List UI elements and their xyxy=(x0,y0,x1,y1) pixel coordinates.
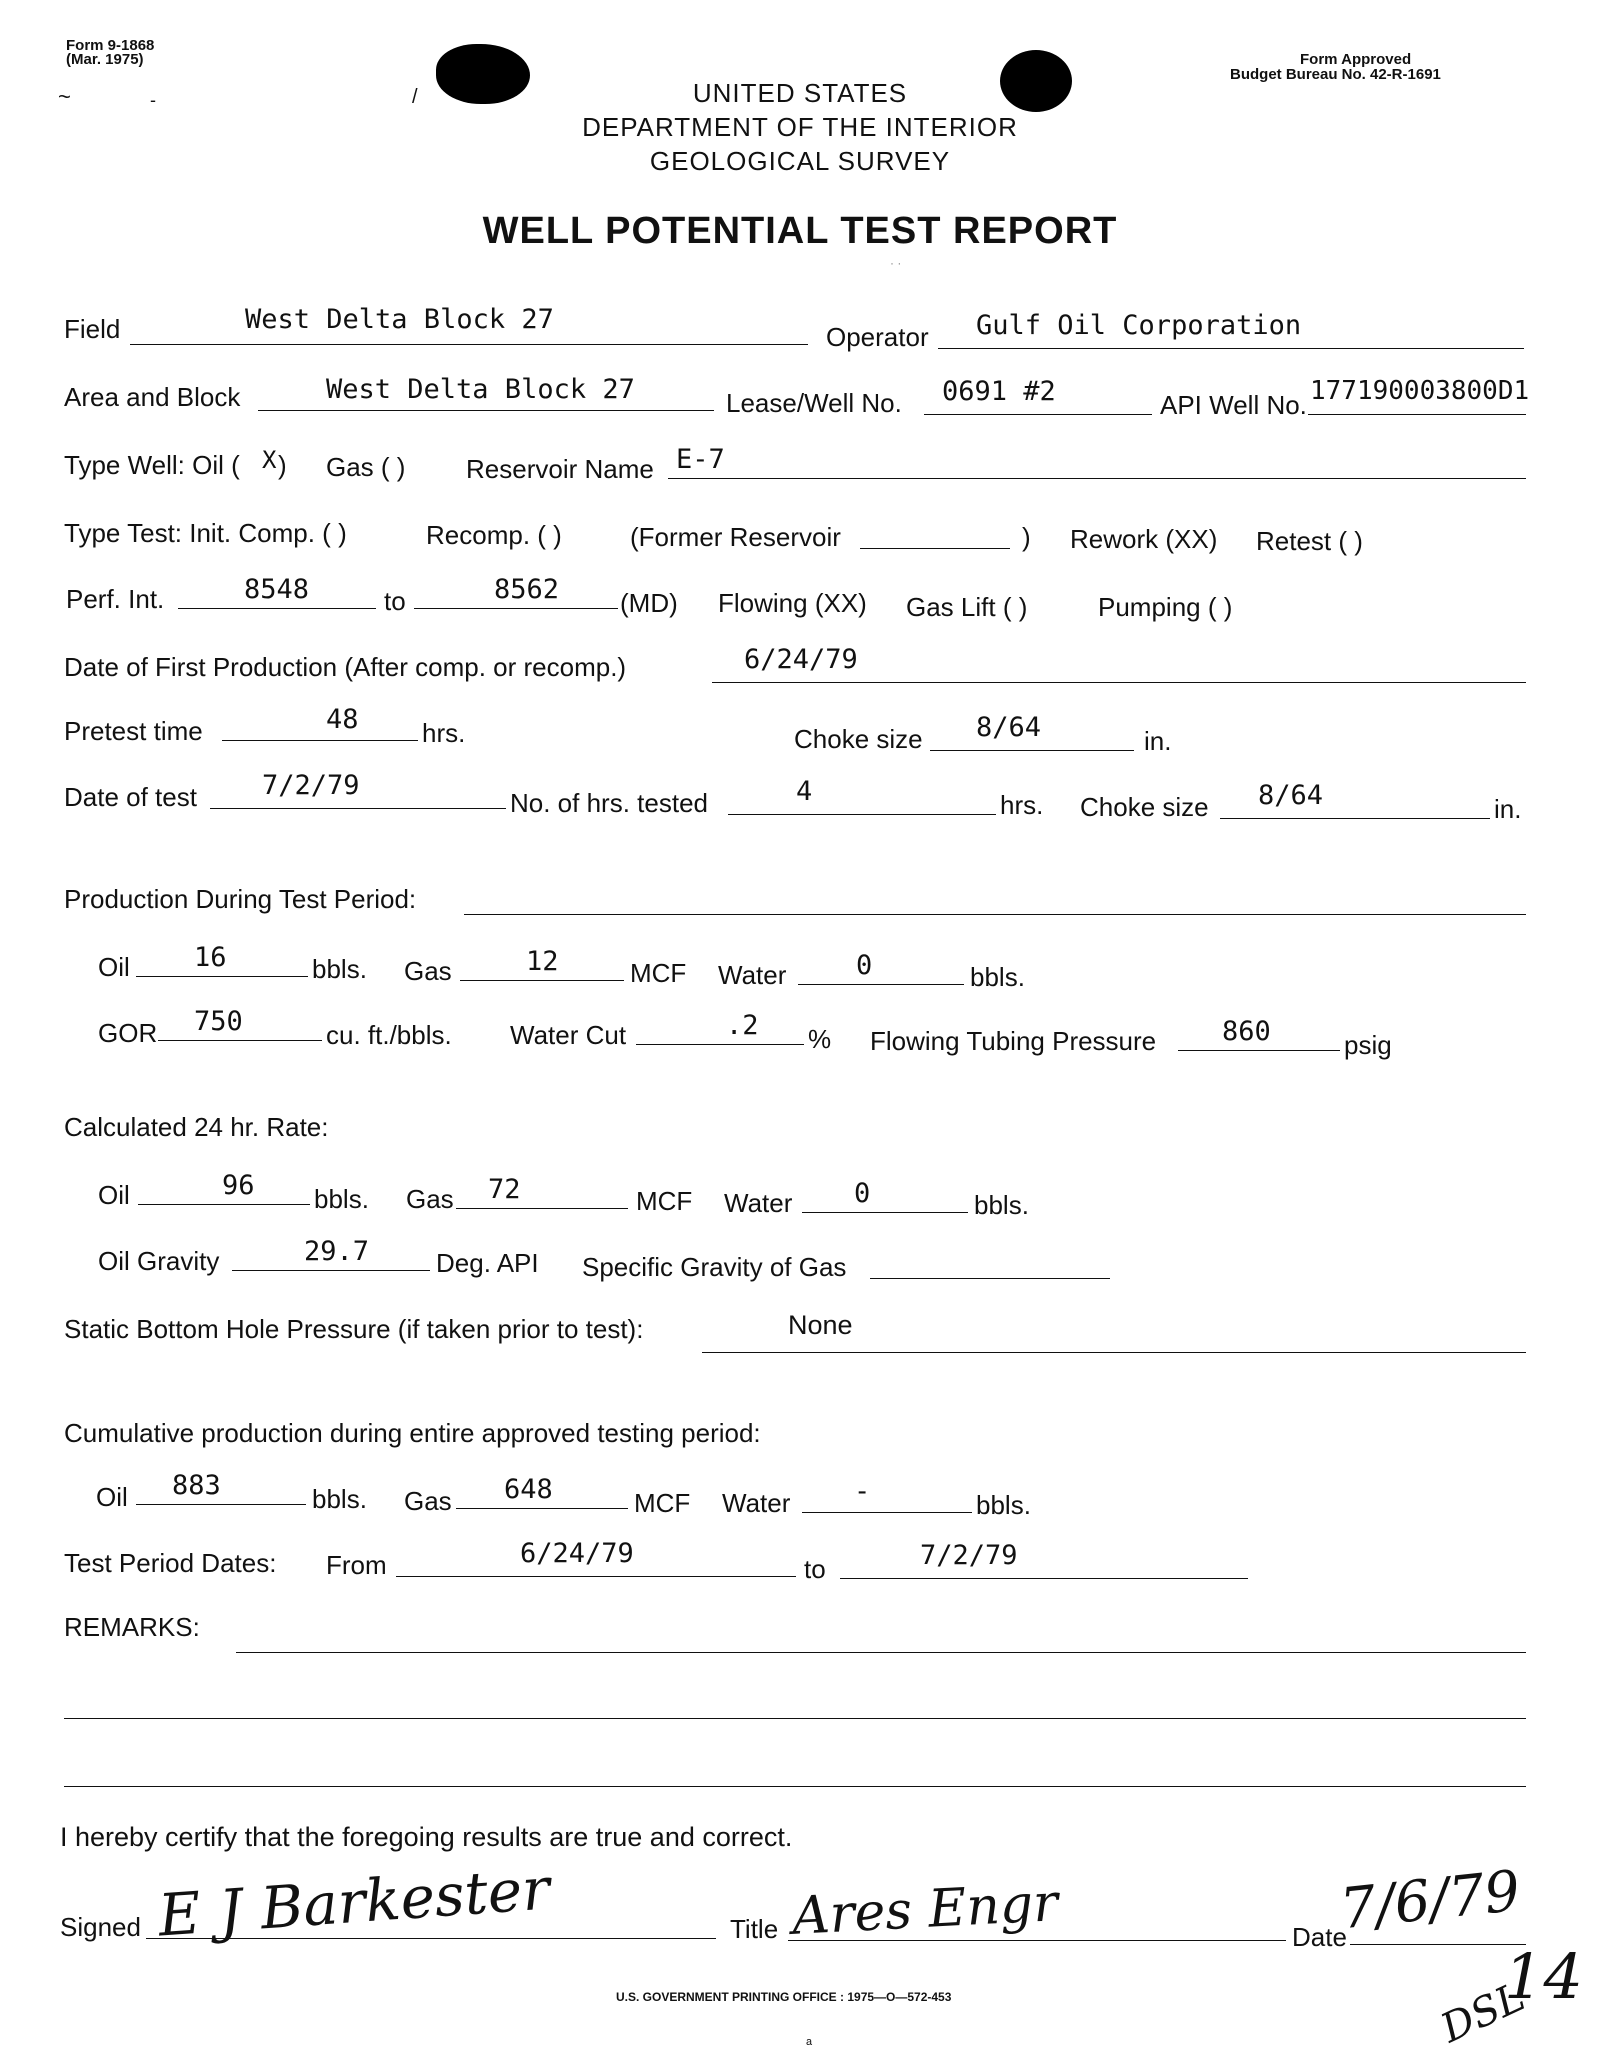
rework-option: Rework (XX) xyxy=(1070,524,1218,554)
pretest-choke-unit: in. xyxy=(1144,726,1172,756)
pretest-value: 48 xyxy=(326,704,359,735)
test-gas-label: Gas xyxy=(404,956,452,986)
form-date: (Mar. 1975) xyxy=(66,51,144,68)
gor-label: GOR xyxy=(98,1018,158,1048)
perf-to-label: to xyxy=(384,586,406,616)
recomp-option: Recomp. ( ) xyxy=(426,520,562,550)
former-reservoir-close: ) xyxy=(1022,522,1031,552)
type-well-gas: Gas ( ) xyxy=(326,452,406,482)
pretest-choke-label: Choke size xyxy=(794,724,923,754)
test-water-label: Water xyxy=(718,960,787,990)
oil-gravity-unit: Deg. API xyxy=(436,1248,539,1278)
scan-speckle: · · xyxy=(890,256,902,270)
pumping-option: Pumping ( ) xyxy=(1098,592,1233,622)
page-number-mark: 14 xyxy=(1504,1940,1583,2013)
first-production-label: Date of First Production (After comp. or recomp.) xyxy=(64,652,627,682)
type-test-label: Type Test: Init. Comp. ( ) xyxy=(64,518,347,548)
rate-oil-label: Oil xyxy=(98,1180,130,1210)
water-cut-value: .2 xyxy=(726,1010,759,1041)
remarks-line xyxy=(236,1652,1526,1653)
type-well-close: ) xyxy=(278,450,287,480)
flowing-option: Flowing (XX) xyxy=(718,588,867,618)
type-well-oil-mark: X xyxy=(262,446,277,474)
stray-mark: ᵃ xyxy=(806,2036,812,2053)
first-production-value: 6/24/79 xyxy=(744,644,858,675)
title-value: Ares Engr xyxy=(790,1873,1060,1947)
test-choke-value: 8/64 xyxy=(1258,780,1324,811)
gor-value: 750 xyxy=(194,1006,243,1037)
field-value: West Delta Block 27 xyxy=(245,304,554,335)
retest-option: Retest ( ) xyxy=(1256,526,1363,556)
test-oil-value: 16 xyxy=(194,942,227,973)
cum-water-value: - xyxy=(854,1476,871,1507)
period-from-label: From xyxy=(326,1550,387,1580)
water-cut-label: Water Cut xyxy=(510,1020,627,1050)
perf-md-label: (MD) xyxy=(620,588,678,618)
api-label: API Well No. xyxy=(1160,390,1307,420)
test-water-unit: bbls. xyxy=(970,962,1025,992)
bhp-label: Static Bottom Hole Pressure (if taken prior to test): xyxy=(64,1314,644,1344)
production-test-label: Production During Test Period: xyxy=(64,884,417,914)
test-water-value: 0 xyxy=(856,950,873,981)
test-choke-label: Choke size xyxy=(1080,792,1209,822)
operator-label: Operator xyxy=(826,322,929,352)
perf-to-value: 8562 xyxy=(494,574,560,605)
rate-water-value: 0 xyxy=(854,1178,871,1209)
ftp-value: 860 xyxy=(1222,1016,1271,1047)
form-approved: Form Approved xyxy=(1300,51,1412,68)
remarks-line xyxy=(64,1718,1526,1719)
cumulative-label: Cumulative production during entire approved testing period: xyxy=(64,1418,761,1448)
title-label: Title xyxy=(730,1914,779,1944)
printing-office: U.S. GOVERNMENT PRINTING OFFICE : 1975—O—572-453 xyxy=(616,1990,952,2004)
oil-gravity-value: 29.7 xyxy=(304,1236,370,1267)
rate-oil-value: 96 xyxy=(222,1170,255,1201)
hrs-tested-label: No. of hrs. tested xyxy=(510,788,708,818)
signature: E J Barkester xyxy=(156,1854,552,1950)
rate-gas-value: 72 xyxy=(488,1174,521,1205)
hrs-tested-unit: hrs. xyxy=(1000,790,1044,820)
date-label: Date xyxy=(1292,1922,1347,1952)
test-date-value: 7/2/79 xyxy=(262,770,360,801)
test-oil-unit: bbls. xyxy=(312,954,367,984)
rate-oil-unit: bbls. xyxy=(314,1184,369,1214)
rate-water-unit: bbls. xyxy=(974,1190,1029,1220)
area-block-value: West Delta Block 27 xyxy=(326,374,635,405)
rate-water-label: Water xyxy=(724,1188,793,1218)
pretest-label: Pretest time xyxy=(64,716,203,746)
reservoir-value: E-7 xyxy=(676,444,725,475)
period-from-value: 6/24/79 xyxy=(520,1538,634,1569)
budget-bureau: Budget Bureau No. 42-R-1691 xyxy=(1230,66,1441,83)
cum-water-label: Water xyxy=(722,1488,791,1518)
test-gas-unit: MCF xyxy=(630,958,687,988)
gas-lift-option: Gas Lift ( ) xyxy=(906,592,1028,622)
test-date-label: Date of test xyxy=(64,782,197,812)
type-well-label: Type Well: Oil ( xyxy=(64,450,240,480)
period-to-value: 7/2/79 xyxy=(920,1540,1018,1571)
water-cut-unit: % xyxy=(808,1024,832,1054)
reservoir-label: Reservoir Name xyxy=(466,454,654,484)
period-label: Test Period Dates: xyxy=(64,1548,277,1578)
former-reservoir-label: (Former Reservoir xyxy=(630,522,841,552)
cum-gas-label: Gas xyxy=(404,1486,452,1516)
rate-gas-label: Gas xyxy=(406,1184,454,1214)
test-oil-label: Oil xyxy=(98,952,130,982)
test-gas-value: 12 xyxy=(526,946,559,977)
cum-gas-unit: MCF xyxy=(634,1488,691,1518)
rate-gas-unit: MCF xyxy=(636,1186,693,1216)
area-block-label: Area and Block xyxy=(64,382,241,412)
lease-label: Lease/Well No. xyxy=(726,388,902,418)
oil-gravity-label: Oil Gravity xyxy=(98,1246,220,1276)
agency-line-3: GEOLOGICAL SURVEY xyxy=(649,146,951,176)
pretest-unit: hrs. xyxy=(422,718,466,748)
stray-mark: / xyxy=(412,86,418,108)
operator-value: Gulf Oil Corporation xyxy=(976,310,1302,341)
cum-gas-value: 648 xyxy=(504,1474,553,1505)
perf-int-label: Perf. Int. xyxy=(66,584,165,614)
remarks-line xyxy=(64,1786,1526,1787)
test-choke-unit: in. xyxy=(1494,794,1522,824)
signed-label: Signed xyxy=(60,1912,141,1942)
handwritten-mark: ~ xyxy=(58,84,71,109)
cum-water-unit: bbls. xyxy=(976,1490,1031,1520)
page-title: WELL POTENTIAL TEST REPORT xyxy=(482,210,1118,252)
ftp-label: Flowing Tubing Pressure xyxy=(870,1026,1157,1056)
certification-statement: I hereby certify that the foregoing results are true and correct. xyxy=(60,1822,793,1852)
remarks-label: REMARKS: xyxy=(64,1612,200,1642)
lease-value: 0691 #2 xyxy=(942,376,1056,407)
sg-gas-label: Specific Gravity of Gas xyxy=(582,1252,847,1282)
hrs-tested-value: 4 xyxy=(796,776,813,807)
gor-unit: cu. ft./bbls. xyxy=(326,1020,452,1050)
agency-line-2: DEPARTMENT OF THE INTERIOR xyxy=(582,112,1018,142)
agency-line-1: UNITED STATES xyxy=(692,78,908,108)
rate-24-label: Calculated 24 hr. Rate: xyxy=(64,1112,329,1142)
perf-from-value: 8548 xyxy=(244,574,310,605)
cum-oil-unit: bbls. xyxy=(312,1484,367,1514)
period-to-label: to xyxy=(804,1554,826,1584)
api-value: 177190003800D1 xyxy=(1310,376,1530,406)
field-label: Field xyxy=(64,314,121,344)
handwritten-tick: - xyxy=(150,90,156,110)
pretest-choke-value: 8/64 xyxy=(976,712,1042,743)
cum-oil-label: Oil xyxy=(96,1482,128,1512)
form-number: Form 9-1868 xyxy=(66,37,155,54)
bhp-value: None xyxy=(788,1310,853,1340)
initials-mark: DSL xyxy=(1434,1973,1532,2053)
cum-oil-value: 883 xyxy=(172,1470,221,1501)
date-value: 7/6/79 xyxy=(1337,1858,1524,1943)
ftp-unit: psig xyxy=(1344,1030,1392,1060)
